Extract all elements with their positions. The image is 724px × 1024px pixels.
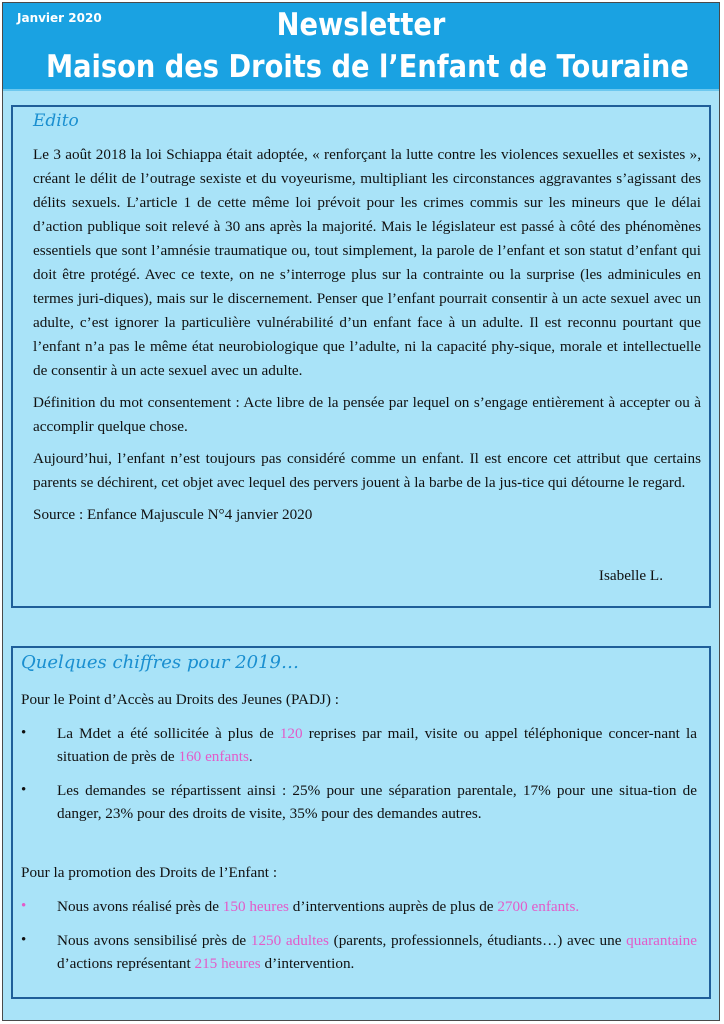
- highlight-number: 150 heures: [222, 898, 289, 915]
- figures-section: [11, 646, 711, 999]
- edito-signature: Isabelle L.: [598, 567, 663, 584]
- highlight-number: quarantaine: [626, 932, 697, 949]
- edito-paragraph-law: Le 3 août 2018 la loi Schiappa était adoptée, « renforçant la lutte contre les violences sexuelles et sexistes », créant le délit de l’outrage sexiste et du voyeurisme, multipliant les circonstances aggravantes s’agissant des délits sexuels. L’article 1 de cette même loi prévoit pour les crimes commis sur les mineurs que le délai d’action publique soit relevé à 30 ans après la majorité. Mais le législateur est passé à côté des phénomènes essentiels que sont l’amnésie traumatique ou, tout simplement, la parole de l’enfant et son statut d’enfant qui doit être protégé. Avec ce texte, on ne s’interroge plus sur la contrainte ou la surprise (les adminicules en termes juri-diques), mais sur le discernement. Penser que l’enfant pourrait consentir à un acte sexuel avec un adulte, c’est ignorer la particulière vulnérabilité d’un enfant face à un adulte. Il est reconnu pourtant que l’enfant n’a pas le même état neurobiologique que l’adulte, ni la capacité phy-sique, morale et intellectuelle de consentir à un acte sexuel avec un adulte.: [33, 146, 701, 379]
- header-date: Janvier 2020: [17, 11, 102, 25]
- list-item: • Les demandes se répartissent ainsi : 25% pour une séparation parentale, 17% pour une situa-tion de danger, 23% pour des droits de visite, 35% pour des demandes autres.: [21, 779, 697, 825]
- list-item: • La Mdet a été sollicitée à plus de 120 reprises par mail, visite ou appel téléphonique concer-nant la situation de près de 160 enfants.: [21, 722, 697, 768]
- highlight-number: 120: [279, 725, 303, 742]
- bullet-icon: •: [21, 898, 27, 914]
- header-banner: [3, 3, 719, 91]
- organization-title: Maison des Droits de l’Enfant de Touraine: [45, 49, 689, 85]
- edito-body: [33, 143, 701, 535]
- list-item: • Nous avons sensibilisé près de 1250 adultes (parents, professionnels, étudiants…) avec une quarantaine d’actions représentant 215 heures d’intervention.: [21, 929, 697, 975]
- edito-paragraph-definition: Définition du mot consentement : Acte libre de la pensée par lequel on s’engage entièrement à accepter ou à accomplir quelque chose.: [33, 394, 701, 435]
- padj-list: [21, 722, 697, 825]
- promotion-intro: Pour la promotion des Droits de l’Enfant :: [21, 864, 278, 881]
- list-item: • Nous avons réalisé près de 150 heures d’interventions auprès de plus de 2700 enfants.: [21, 895, 697, 918]
- padj-intro: Pour le Point d’Accès au Droits des Jeunes (PADJ) :: [21, 691, 339, 708]
- figures-body: [21, 688, 697, 986]
- highlight-number: 160 enfants: [178, 748, 249, 765]
- edito-paragraph-today: Aujourd’hui, l’enfant n’est toujours pas considéré comme un enfant. Il est encore cet attribut que certains parents se déchirent, cet objet avec lequel des pervers jouent à la barbe de la jus-tice qui détourne le regard.: [33, 450, 701, 491]
- edito-source: Source : Enfance Majuscule N°4 janvier 2020: [33, 506, 313, 523]
- highlight-number: 215 heures: [194, 955, 261, 972]
- highlight-number: 2700 enfants.: [497, 898, 580, 915]
- bullet-icon: •: [21, 782, 27, 798]
- bullet-icon: •: [21, 932, 27, 948]
- figures-heading: Quelques chiffres pour 2019…: [21, 652, 299, 673]
- promotion-list: [21, 895, 697, 975]
- edito-heading: Edito: [33, 111, 79, 131]
- edito-section: [11, 105, 711, 608]
- bullet-icon: •: [21, 725, 27, 741]
- newsletter-title: Newsletter: [276, 7, 446, 43]
- highlight-number: 1250 adultes: [250, 932, 329, 949]
